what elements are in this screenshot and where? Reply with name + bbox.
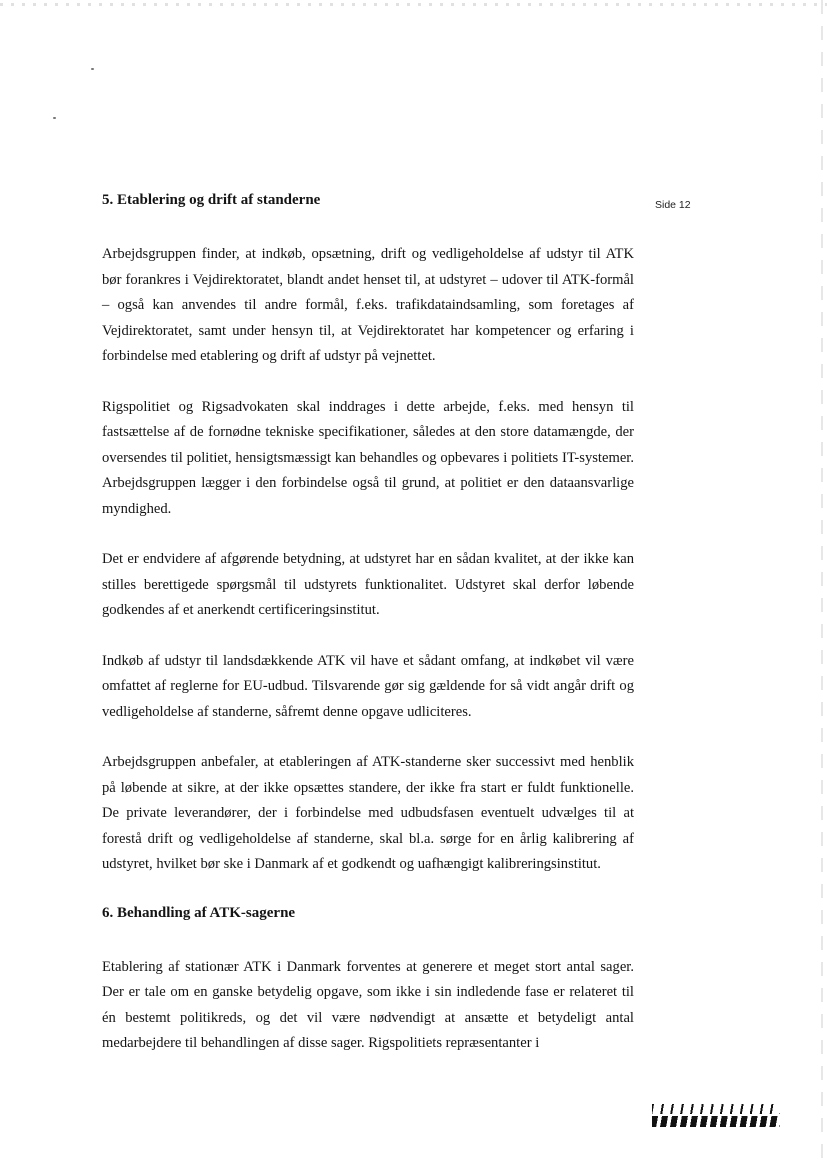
section-6-paragraph-1: Etablering af stationær ATK i Danmark forventes at generere et meget stort antal sager. Der er tale om en ganske betydelig opgave, som ikke i sin indledende fase er relateret til én bestemt politikreds, og det vil være nødvendigt at ansætte et betydeligt antal medarbejdere til behandlingen af disse sager. Rigspolitiets repræsentanter i bbox=[102, 958, 634, 1051]
barcode-mark-bottom bbox=[652, 1116, 780, 1127]
scan-edge-top bbox=[0, 3, 827, 6]
scan-speck bbox=[91, 68, 94, 70]
section-5-paragraph-3: Det er endvidere af afgørende betydning, at udstyret har en sådan kvalitet, at der ikke kan stilles berettigede spørgsmål til udstyrets funktionalitet. Udstyret skal derfor løbende godkendes af et anerkendt certificeringsinstitut. bbox=[102, 551, 634, 618]
document-body bbox=[102, 190, 634, 1082]
section-5-paragraph-5: Arbejdsgruppen anbefaler, at etableringen af ATK-standerne sker successivt med henblik på løbende at sikre, at der ikke opsættes standere, der ikke fra start er fuldt funktionelle. De private leverandører, der i forbindelse med udbudsfasen eventuelt udvælges til at forestå drift og vedligeholdelse af standerne, skal bl.a. sørge for en årlig kalibrering af udstyret, hvilket bør ske i Danmark af et godkendt og uafhængigt kalibreringsinstitut. bbox=[102, 754, 634, 872]
barcode-mark-top bbox=[652, 1104, 780, 1114]
section-5-paragraph-1: Arbejdsgruppen finder, at indkøb, opsætning, drift og vedligeholdelse af udstyr til ATK bør forankres i Vejdirektoratet, blandt andet henset til, at udstyret – udover til ATK-formål – også kan anvendes til andre formål, f.eks. trafikdataindsamling, som foretages af Vejdirektoratet, samt under hensyn til, at Vejdirektoratet har kompetencer og erfaring i forbindelse med etablering og drift af udstyr på vejnettet. bbox=[102, 246, 634, 364]
section-5-heading: 5. Etablering og drift af standerne bbox=[102, 192, 321, 208]
section-5-paragraph-4: Indkøb af udstyr til landsdækkende ATK vil have et sådant omfang, at indkøbet vil være omfattet af reglerne for EU-udbud. Tilsvarende gør sig gældende for så vidt angår drift og vedligeholdelse af standerne, såfremt denne opgave udliciteres. bbox=[102, 652, 634, 720]
section-5-paragraph-2: Rigspolitiet og Rigsadvokaten skal inddrages i dette arbejde, f.eks. med hensyn til fastsættelse af de fornødne tekniske specifikationer, således at den store datamængde, der oversendes til politiet, hensigtsmæssigt kan behandles og opbevares i politiets IT-systemer. Arbejdsgruppen lægger i den forbindelse også til grund, at politiet er den dataansvarlige myndighed. bbox=[102, 398, 634, 517]
section-6-heading: 6. Behandling af ATK-sagerne bbox=[102, 904, 296, 921]
scan-speck bbox=[53, 117, 56, 119]
page-number: Side 12 bbox=[655, 199, 691, 211]
scan-edge-right bbox=[821, 0, 823, 1169]
